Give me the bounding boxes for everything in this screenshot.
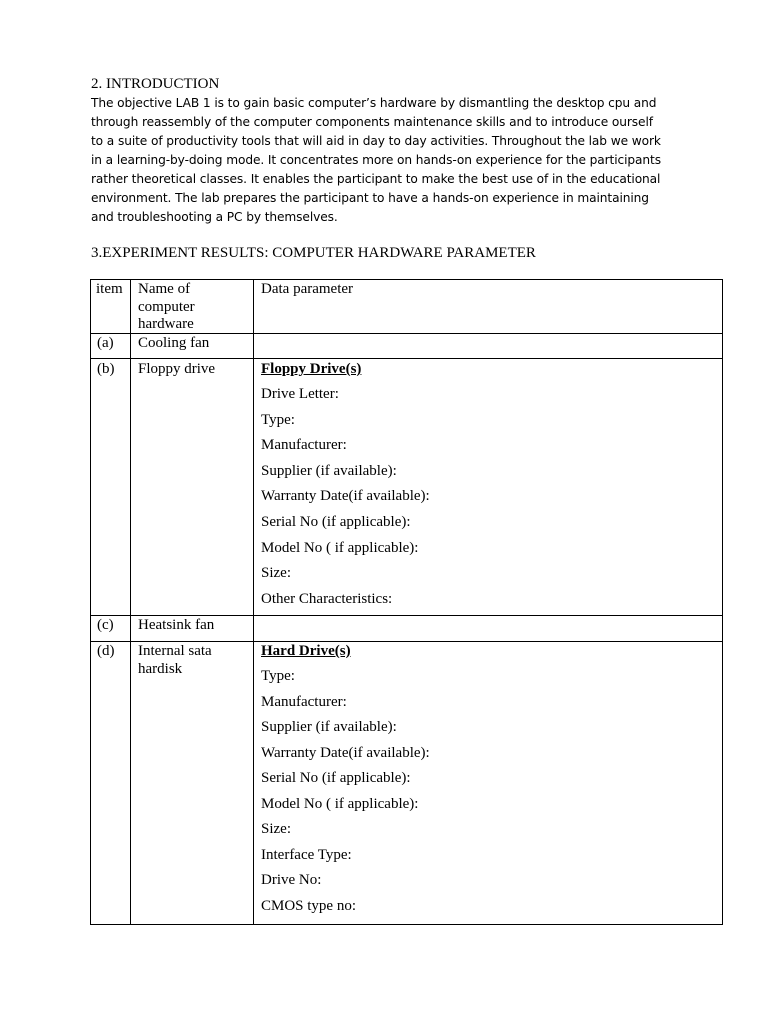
header-item: item (96, 281, 123, 297)
param-field: Type: (261, 668, 295, 684)
param-empty (254, 616, 722, 641)
param-cell (254, 642, 723, 925)
header-param: Data parameter (261, 281, 354, 297)
hardware-name: Cooling fan (138, 335, 210, 351)
param-title: Floppy Drive(s) (261, 361, 362, 377)
item-label: (d) (97, 643, 115, 659)
item-cell (91, 642, 131, 925)
item-cell (91, 616, 131, 642)
table-row (91, 334, 723, 359)
item-label: (a) (97, 335, 114, 351)
hardware-parameter-table (90, 279, 723, 925)
param-field: Size: (261, 565, 291, 582)
header-item-cell (91, 280, 131, 334)
param-field: Serial No (if applicable): (261, 513, 411, 530)
param-field: Type: (261, 411, 295, 428)
item-cell (91, 334, 131, 359)
param-field: Drive Letter: (261, 386, 339, 402)
hardware-name: Internal sata hardisk (138, 643, 212, 677)
param-empty (254, 334, 722, 358)
introduction-line: through reassembly of the computer components maintenance skills and to introduce ourself (91, 115, 653, 129)
introduction-line: to a suite of productivity tools that will aid in day to day activities. Throughout the lab we work (91, 134, 661, 148)
hardware-name: Heatsink fan (138, 617, 215, 633)
param-field: Interface Type: (261, 846, 352, 863)
header-name: Name of computer hardware (138, 281, 195, 332)
header-name-cell (131, 280, 254, 334)
param-field: Warranty Date(if available): (261, 744, 430, 761)
param-cell (254, 334, 723, 359)
introduction-line: and troubleshooting a PC by themselves. (91, 210, 338, 224)
param-field: Supplier (if available): (261, 719, 397, 735)
introduction-line: environment. The lab prepares the participant to have a hands-on experience in maintaining (91, 191, 649, 205)
param-list (254, 359, 722, 615)
param-field: Serial No (if applicable): (261, 770, 411, 786)
introduction-paragraph (91, 94, 711, 227)
param-title: Hard Drive(s) (261, 643, 351, 659)
table-header-row (91, 280, 723, 334)
introduction-line: The objective LAB 1 is to gain basic computer’s hardware by dismantling the desktop cpu and (91, 96, 657, 110)
introduction-heading: 2. INTRODUCTION (91, 76, 220, 92)
results-heading: 3.EXPERIMENT RESULTS: COMPUTER HARDWARE PARAMETER (91, 245, 536, 261)
param-list (254, 642, 722, 924)
param-field: Size: (261, 821, 291, 837)
table-row (91, 616, 723, 642)
param-cell (254, 616, 723, 642)
name-cell (131, 334, 254, 359)
hardware-name: Floppy drive (138, 361, 216, 377)
param-field: Manufacturer: (261, 693, 347, 710)
name-cell (131, 642, 254, 925)
header-param-cell (254, 280, 723, 334)
param-field: CMOS type no: (261, 897, 357, 914)
name-cell (131, 359, 254, 616)
name-cell (131, 616, 254, 642)
param-field: Model No ( if applicable): (261, 795, 419, 812)
item-label: (b) (97, 361, 115, 377)
introduction-line: in a learning-by-doing mode. It concentrates more on hands-on experience for the participants (91, 153, 661, 167)
param-field: Manufacturer: (261, 437, 347, 454)
param-field: Warranty Date(if available): (261, 488, 430, 505)
param-field: Model No ( if applicable): (261, 539, 419, 556)
table-row (91, 359, 723, 616)
item-label: (c) (97, 617, 114, 633)
param-field: Drive No: (261, 872, 322, 888)
table-row (91, 642, 723, 925)
item-cell (91, 359, 131, 616)
introduction-line: rather theoretical classes. It enables the participant to make the best use of in the educational (91, 172, 661, 186)
param-field: Other Characteristics: (261, 590, 393, 607)
param-field: Supplier (if available): (261, 462, 397, 479)
param-cell (254, 359, 723, 616)
